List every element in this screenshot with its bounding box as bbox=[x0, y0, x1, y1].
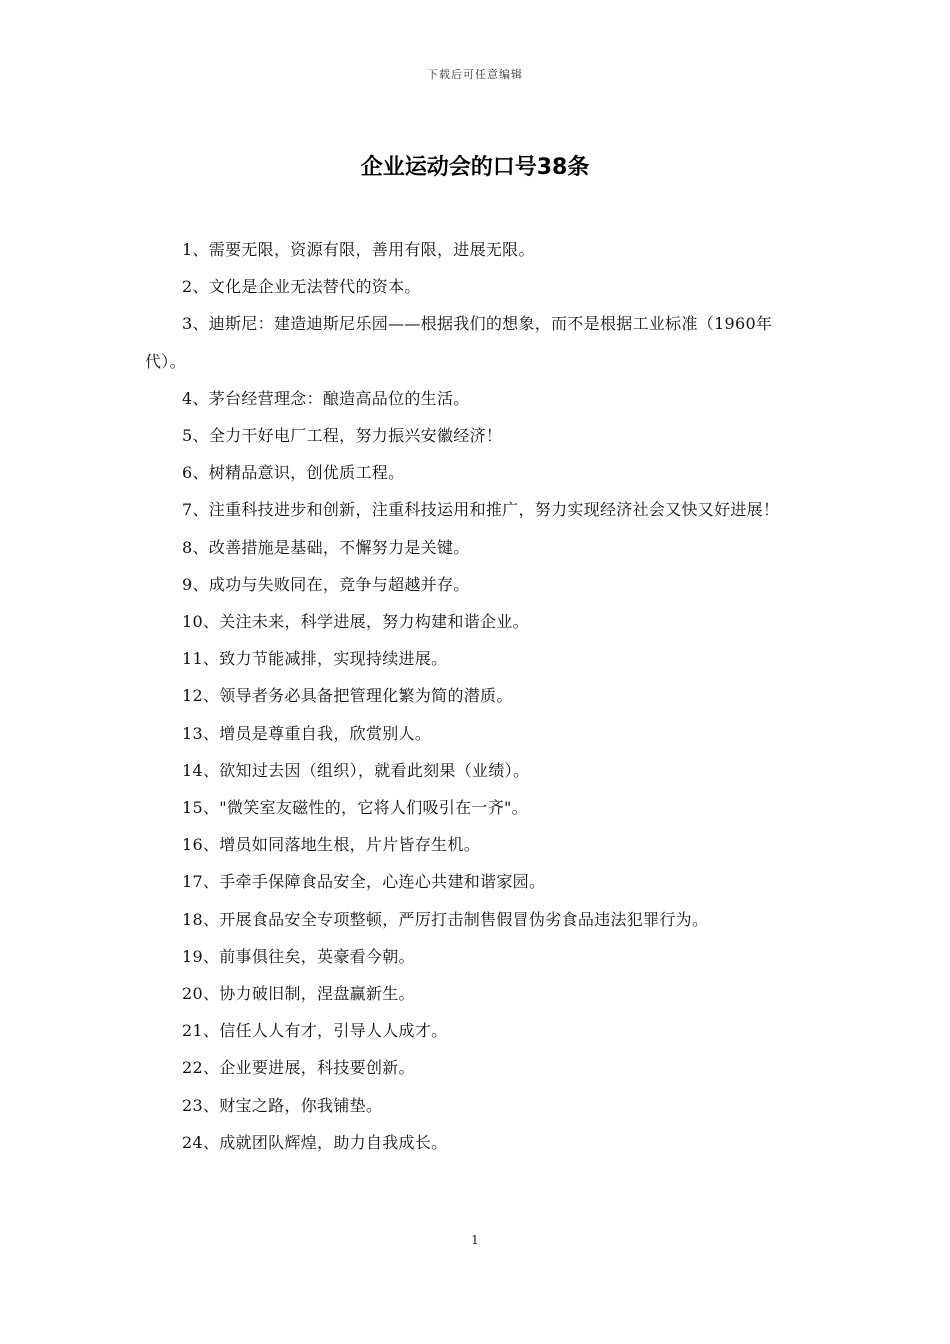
slogan-item: 11、致力节能减排，实现持续进展。 bbox=[182, 649, 448, 669]
slogan-list bbox=[145, 231, 809, 1161]
slogan-item: 21、信任人人有才，引导人人成才。 bbox=[182, 1021, 448, 1041]
slogan-item: 1、需要无限，资源有限，善用有限，进展无限。 bbox=[182, 240, 535, 259]
slogan-item: 15、"微笑室友磁性的，它将人们吸引在一齐"。 bbox=[182, 798, 528, 818]
slogan-item: 7、注重科技进步和创新，注重科技运用和推广，努力实现经济社会又快又好进展！ bbox=[182, 500, 780, 520]
slogan-item: 5、全力干好电厂工程，努力振兴安徽经济！ bbox=[182, 426, 503, 446]
slogan-item: 19、前事俱往矣，英豪看今朝。 bbox=[182, 946, 415, 966]
slogan-item: 20、协力破旧制，涅盘赢新生。 bbox=[182, 984, 415, 1004]
slogan-item: 13、增员是尊重自我，欣赏别人。 bbox=[182, 723, 432, 743]
slogan-item: 6、树精品意识，创优质工程。 bbox=[182, 463, 405, 483]
slogan-item: 23、财宝之路，你我铺垫。 bbox=[182, 1095, 383, 1115]
slogan-item: 8、改善措施是基础，不懈努力是关键。 bbox=[182, 537, 470, 557]
slogan-item: 17、手牵手保障食品安全，心连心共建和谐家园。 bbox=[182, 872, 546, 892]
slogan-item: 24、成就团队辉煌，助力自我成长。 bbox=[182, 1132, 448, 1152]
slogan-item: 12、领导者务必具备把管理化繁为简的潜质。 bbox=[182, 686, 513, 706]
slogan-item: 3、迪斯尼：建造迪斯尼乐园——根据我们的想象，而不是根据工业标准（1960年代）。 bbox=[145, 314, 773, 371]
page-number: 1 bbox=[471, 1233, 479, 1247]
slogan-item: 14、欲知过去因（组织），就看此刻果（业绩）。 bbox=[182, 760, 530, 780]
slogan-item: 10、关注未来，科学进展，努力构建和谐企业。 bbox=[182, 612, 529, 632]
slogan-item: 4、茅台经营理念：酿造高品位的生活。 bbox=[182, 388, 470, 408]
slogan-item: 9、成功与失败同在，竞争与超越并存。 bbox=[182, 574, 470, 594]
slogan-item: 2、文化是企业无法替代的资本。 bbox=[182, 277, 421, 297]
slogan-item: 22、企业要进展，科技要创新。 bbox=[182, 1058, 415, 1078]
slogan-item: 16、增员如同落地生根，片片皆存生机。 bbox=[182, 835, 481, 855]
header-note: 下载后可任意编辑 bbox=[427, 68, 523, 81]
slogan-item: 18、开展食品安全专项整顿，严厉打击制售假冒伪劣食品违法犯罪行为。 bbox=[182, 909, 709, 929]
document-title: 企业运动会的口号38条 bbox=[360, 155, 590, 180]
